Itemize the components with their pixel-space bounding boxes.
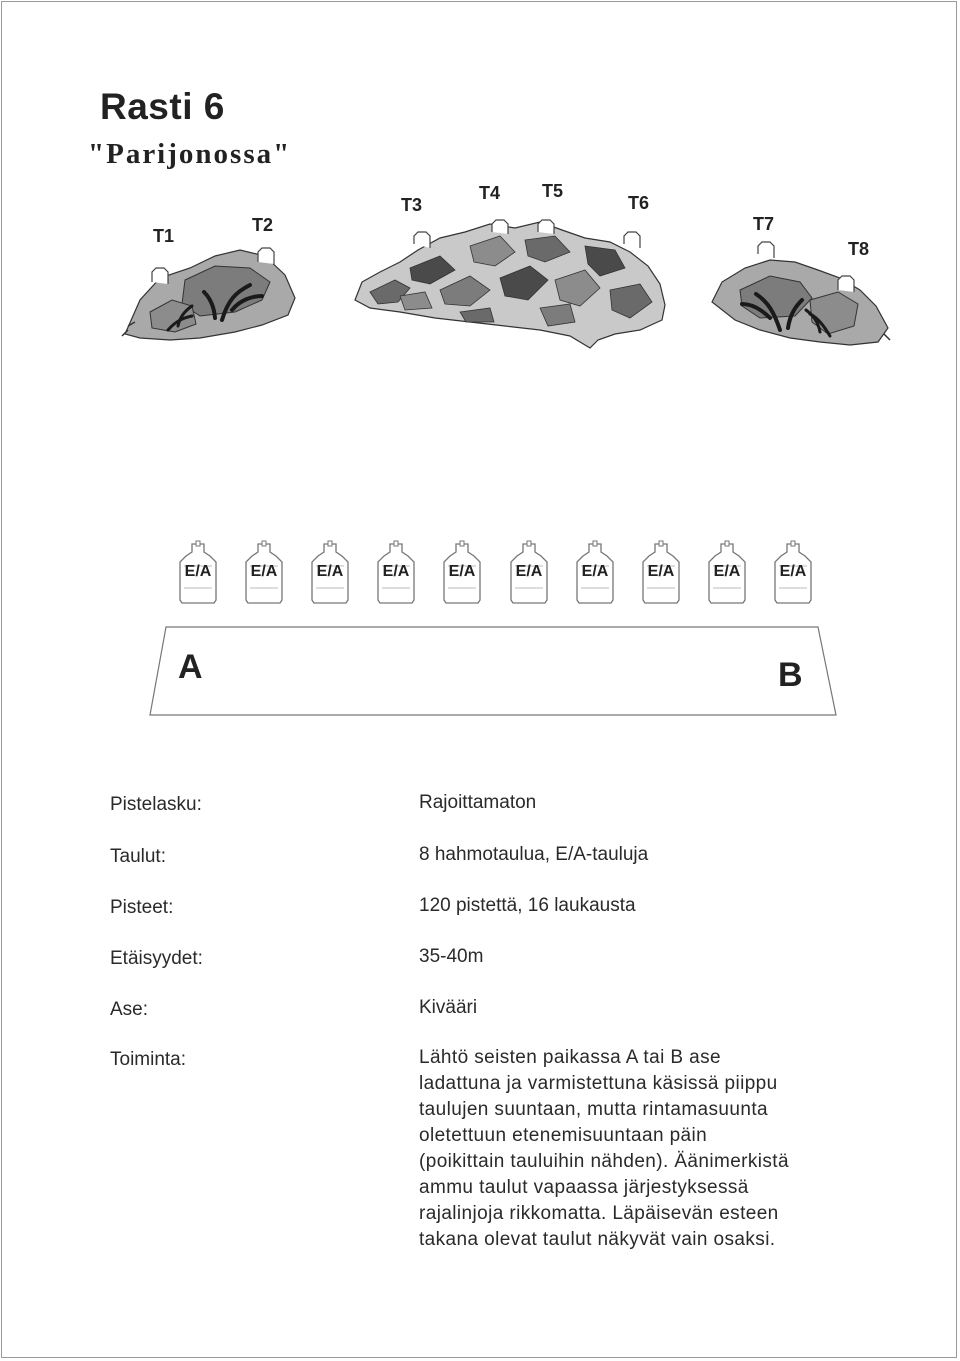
targets-value: 8 hahmotaulua, E/A-tauluja [419, 844, 649, 865]
ea-target [641, 540, 681, 606]
ea-target-row [178, 540, 818, 610]
ea-target-label: E/A [184, 563, 212, 580]
ea-target [773, 540, 813, 606]
target-label-t8: T8 [848, 239, 870, 259]
ea-target-label: E/A [515, 563, 543, 580]
target-label-t4: T4 [479, 183, 501, 203]
action-description: Lähtö seisten paikassa A tai B ase ladattuna ja varmistettuna käsissä piippu taulujen suuntaan, mutta rintamasuunta oletettuun etenemisuuntaan päin (poikittain tauluihin nähden). Äänimerkistä ammu taulut vapaassa järjestyksessä rajalinjoja rikkomatta. Läpäisevän esteen takana olevat taulut näkyvät vain osaksi. [419, 1047, 789, 1250]
target-label-t6: T6 [628, 193, 650, 213]
page-title: Rasti 6 [100, 86, 225, 127]
position-b-label: B [778, 656, 803, 694]
target-label-t2: T2 [252, 215, 274, 235]
target-label-t1: T1 [153, 226, 175, 246]
camouflage-barrier [355, 220, 665, 348]
ea-target-label: E/A [779, 563, 807, 580]
ea-target-label: E/A [382, 563, 410, 580]
points-value: 120 pistettä, 16 laukausta [419, 895, 636, 916]
points-label: Pisteet: [110, 897, 174, 918]
scoring-value: Rajoittamaton [419, 792, 537, 813]
distances-label: Etäisyydet: [110, 948, 203, 969]
ea-target [244, 540, 284, 606]
ea-target-label: E/A [316, 563, 344, 580]
distances-value: 35-40m [419, 946, 484, 967]
ea-target [376, 540, 416, 606]
weapon-label: Ase: [110, 999, 149, 1020]
target-label-t3: T3 [401, 195, 423, 215]
targets-label: Taulut: [110, 846, 166, 867]
ea-target-label: E/A [448, 563, 476, 580]
ea-target-label: E/A [713, 563, 741, 580]
shooting-area [150, 627, 836, 715]
ea-target [442, 540, 482, 606]
ea-target [707, 540, 747, 606]
left-bush [122, 248, 295, 340]
target-label-t7: T7 [753, 214, 775, 234]
weapon-value: Kivääri [419, 997, 478, 1018]
ea-target-label: E/A [647, 563, 675, 580]
target-label-t5: T5 [542, 181, 564, 201]
scoring-label: Pistelasku: [110, 794, 202, 815]
ea-target [310, 540, 350, 606]
ea-target-label: E/A [250, 563, 278, 580]
action-label: Toiminta: [110, 1049, 187, 1070]
page-subtitle: "Parijonossa" [88, 138, 292, 170]
ea-target-label: E/A [581, 563, 609, 580]
position-a-label: A [178, 648, 203, 686]
ea-target [509, 540, 549, 606]
ea-target [575, 540, 615, 606]
ea-target [178, 540, 218, 606]
